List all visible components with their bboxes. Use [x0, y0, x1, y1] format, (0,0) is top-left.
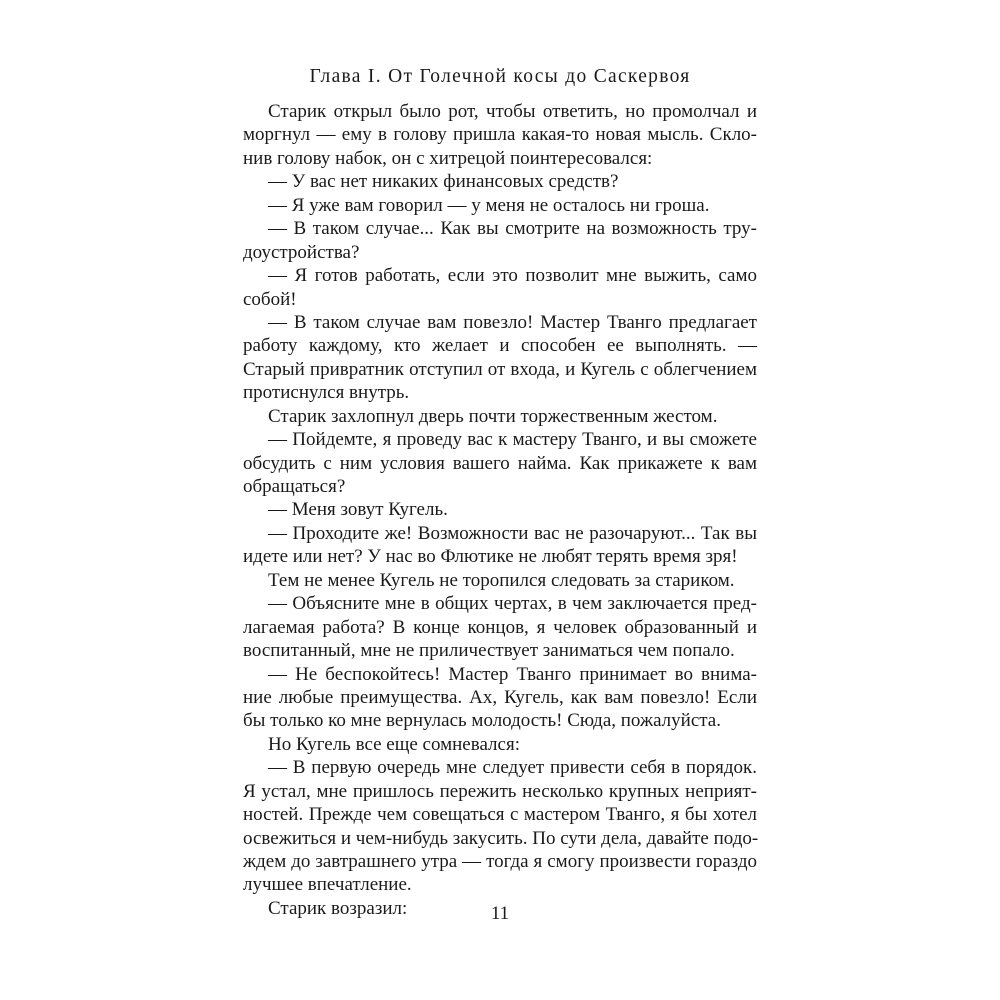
text-line: моргнул — ему в голову пришла какая-то новая мысль. Скло-	[243, 124, 757, 146]
text-line: обсудить с ним условия вашего найма. Как прикажете к вам	[243, 452, 757, 474]
running-header: Глава I. От Голечной косы до Саскервоя	[309, 66, 691, 87]
body-text	[243, 100, 757, 920]
text-line: протиснулся внутрь.	[243, 382, 410, 404]
text-line: нив голову набок, он с хитрецой поинтересовался:	[243, 147, 653, 169]
text-line: ние любые преимущества. Ах, Кугель, как вам повезло! Если	[243, 686, 757, 708]
text-line: воспитанный, мне не приличествует заниматься чем попало.	[243, 640, 735, 662]
text-line: — В таком случае вам повезло! Мастер Тванго предлагает	[268, 311, 757, 333]
text-line: — Я уже вам говорил — у меня не осталось ни гроша.	[268, 194, 710, 216]
text-line: собой!	[243, 288, 297, 310]
text-line: лагаемая работа? В конце концов, я человек образованный и	[243, 616, 757, 638]
text-line: обращаться?	[243, 476, 346, 497]
text-line: освежиться и чем-нибудь закусить. По сути дела, давайте подо-	[243, 827, 759, 849]
text-line: — В первую очередь мне следует привести себя в порядок.	[268, 757, 757, 779]
text-line: бы только ко мне вернулась молодость! Сюда, пожалуйста.	[243, 710, 721, 732]
text-line: — Меня зовут Кугель.	[268, 499, 448, 521]
text-line: работу каждому, кто желает и способен ее выполнять. —	[243, 335, 757, 357]
text-line: — В таком случае... Как вы смотрите на возможность тру-	[268, 218, 757, 240]
text-line: Старик открыл было рот, чтобы ответить, но промолчал и	[268, 101, 757, 122]
text-line: Но Кугель все еще сомневался:	[268, 733, 520, 755]
text-line: ждем до завтрашнего утра — тогда я смогу произвести гораздо	[243, 851, 757, 872]
text-line: лучшее впечатление.	[243, 874, 412, 896]
text-line: доустройства?	[243, 241, 360, 263]
text-line: — Объясните мне в общих чертах, в чем заключается пред-	[268, 593, 757, 615]
text-line: — Пойдемте, я проведу вас к мастеру Тванго, и вы сможете	[268, 429, 757, 451]
text-line: — Я готов работать, если это позволит мне выжить, само	[268, 265, 757, 287]
text-line: идете или нет? У нас во Флютике не любят терять время зря!	[243, 546, 738, 568]
text-line: — У вас нет никаких финансовых средств?	[268, 171, 619, 193]
page-number: 11	[490, 903, 510, 924]
text-line: Старый привратник отступил от входа, и Кугель с облегчением	[243, 358, 757, 380]
text-line: Тем не менее Кугель не торопился следовать за стариком.	[268, 569, 735, 591]
text-line: — Проходите же! Возможности вас не разочаруют... Так вы	[268, 522, 757, 544]
text-line: ностей. Прежде чем совещаться с мастером Тванго, я бы хотел	[243, 804, 757, 826]
text-line: — Не беспокойтесь! Мастер Тванго принимает во внима-	[268, 663, 757, 685]
text-line: Старик захлопнул дверь почти торжественным жестом.	[268, 405, 718, 427]
text-line: Старик возразил:	[268, 897, 408, 919]
text-line: Я устал, мне пришлось пережить несколько крупных неприят-	[243, 780, 757, 802]
